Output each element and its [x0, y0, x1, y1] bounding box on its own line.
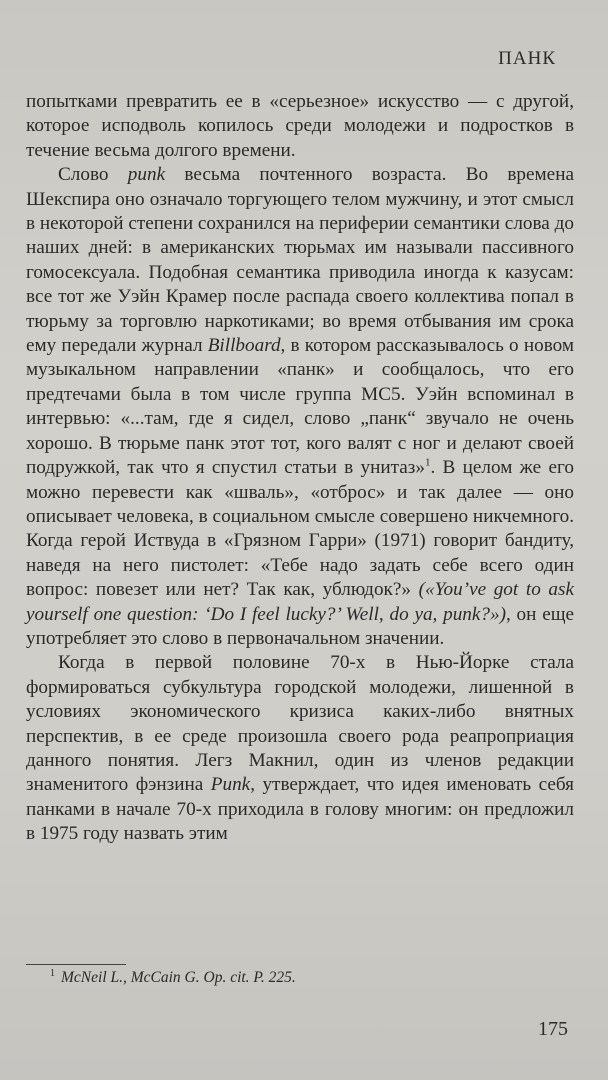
paragraph-3: Когда в первой половине 70-х в Нью-Йорке стала формироваться субкультура городской молодежи, лишенной в условиях экономического кризиса каких-либо внятных перспектив, в ее среде произошла своего рода реапроприация данного понятия. Легз Макнил, один из членов редакции знаменитого фэнзина Punk, утверждает, что идея именовать себя панками в начале 70-х приходила в голову многим: он предложил в 1975 году назвать этим: [26, 652, 575, 845]
footnote-text: McNeil L., McCain G. Op. cit. P. 225.: [61, 969, 296, 986]
running-title: ПАНК: [498, 48, 556, 69]
page-number: 175: [538, 1018, 568, 1040]
footnote-divider: [26, 964, 126, 965]
paragraph-1: попытками превратить ее в «серьезное» искусство — с другой, которое исподволь копилось среди молодежи и подростков в течение весьма долгого времени.: [26, 91, 574, 161]
footnote-marker: 1: [50, 967, 55, 979]
paragraph-2: Слово punk весьма почтенного возраста. Во времена Шекспира оно означало торгующего телом мужчину, и этот смысл в некоторой степени сохранился на периферии семантики слова до наших дней: в американских тюрьмах им называли пассивного гомосексуала. Подобная семантика приводила иногда к казусам: все тот же Уэйн Крамер после распада своего коллектива попал в тюрьму за торговлю наркотиками; во время отбывания им срока ему передали журнал Billboard, в котором рассказывалось о новом музыкальном направлении «панк» и сообщалось, что его предтечами была в том числе группа MC5. Уэйн вспоминал в интервью: «...там, где я сидел, слово „панк“ звучало не очень хорошо. В тюрьме панк этот тот, кого валят с ног и делают своей подружкой, так что я спустил статьи в унитаз»$^1$. В целом же его можно перевести как «шваль», «отброс» и так далее — оно описывает человека, в социальном смысле совершено никчемного. Когда герой Иствуда в «Грязном Гарри» (1971) говорит бандиту, наведя на него пистолет: «Тебе надо задать себе всего один вопрос: повезет или нет? Так как, ублюдок?» («You’ve got to ask yourself one question: ‘Do I feel lucky?’ Well, do ya, punk?»), он еще употребляет это слово в первоначальном значении.: [26, 164, 574, 649]
footnote: [50, 968, 570, 988]
main-text: [26, 90, 574, 847]
